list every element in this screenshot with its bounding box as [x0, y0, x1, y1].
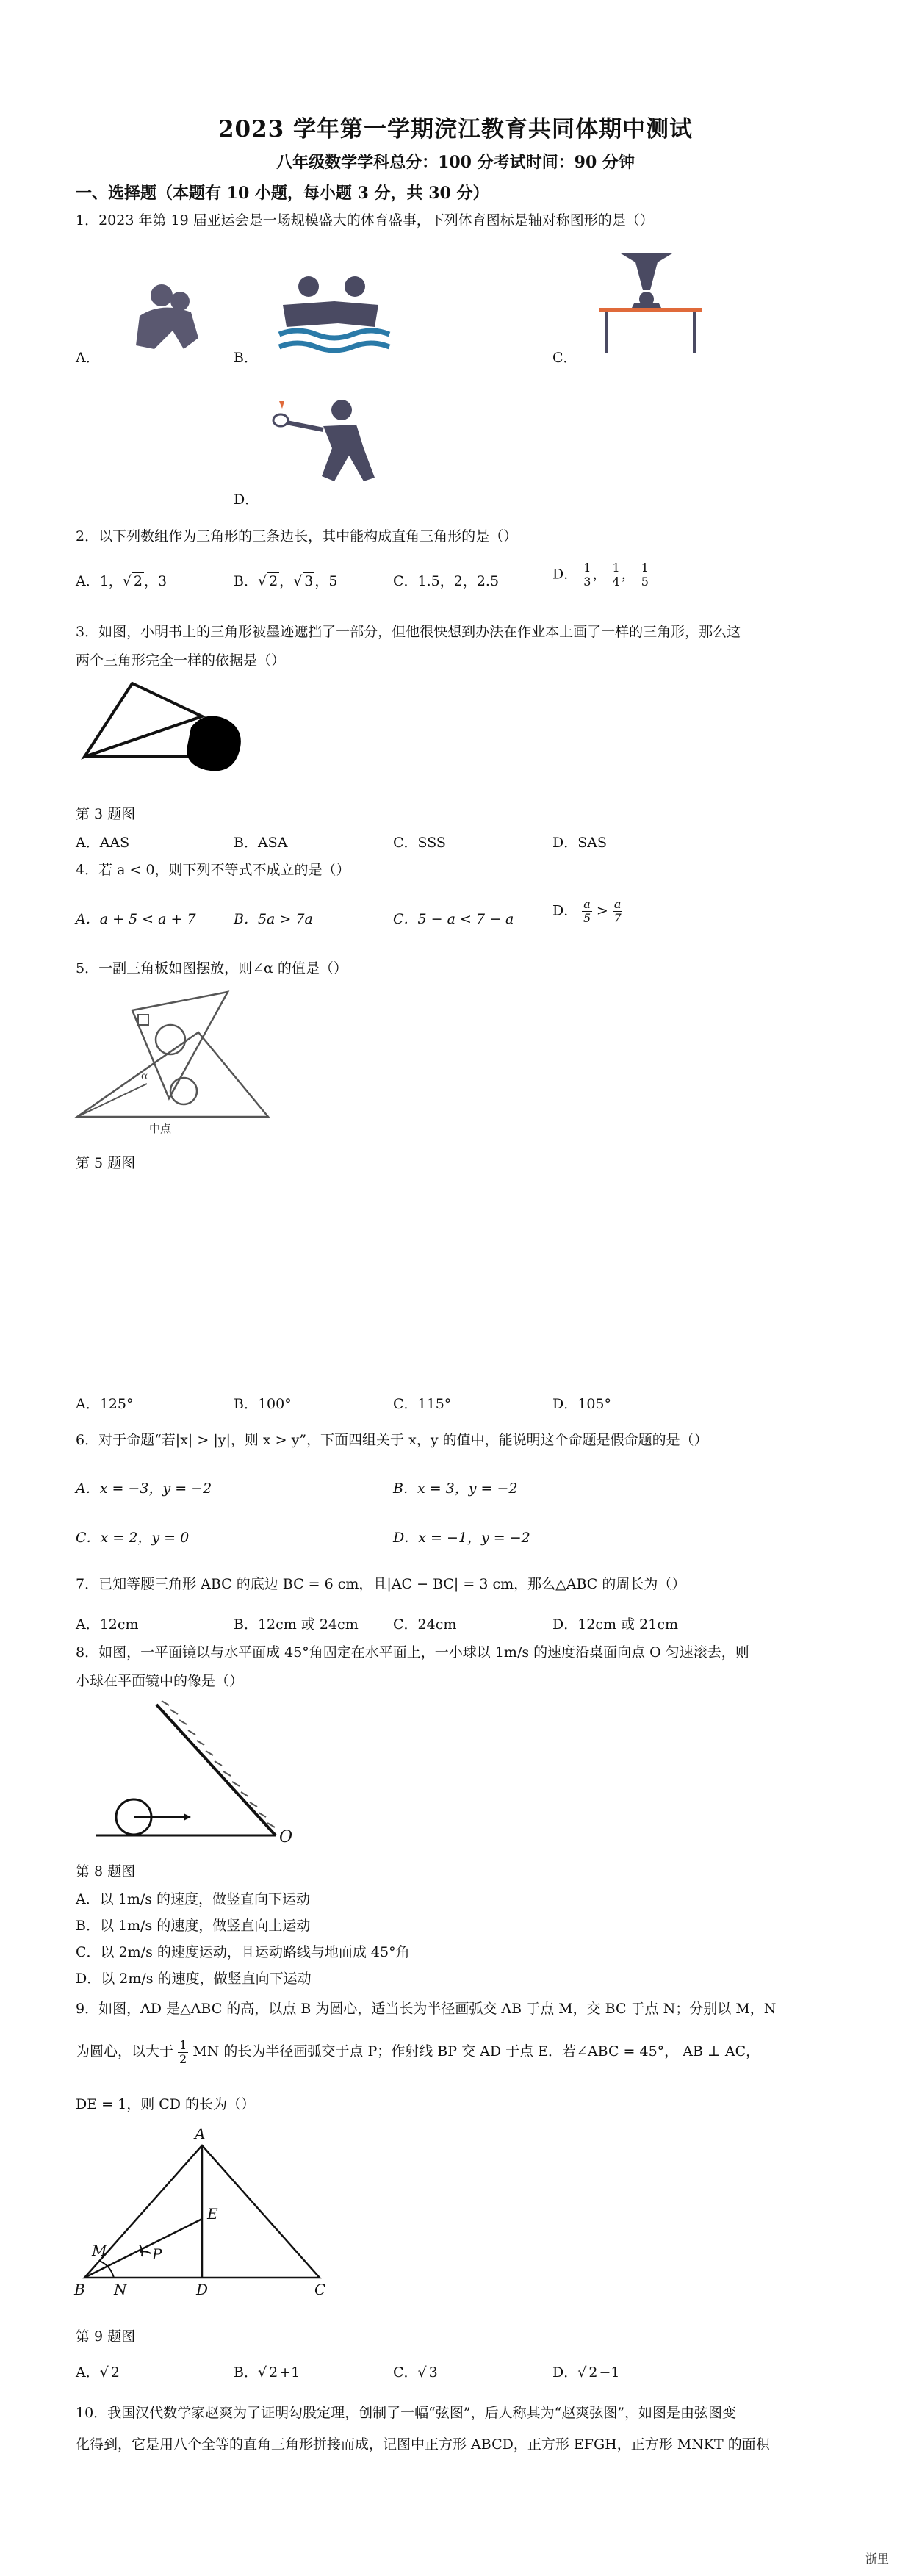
question-6-text: 6．对于命题“若|x| > |y|，则 x > y”，下面四组关于 x，y 的值中，能说明这个命题是假命题的是（）	[76, 1432, 708, 1448]
q9-label-d: D	[196, 2281, 209, 2298]
q9-option-a: A．√ 2	[76, 2364, 120, 2381]
q4-option-c: C．5 − a < 7 − a	[393, 911, 514, 927]
question-3-line2: 两个三角形完全一样的依据是（）	[76, 652, 286, 669]
q1-option-c: C．	[552, 350, 577, 366]
q8-option-d: D．以 2m/s 的速度，做竖直向下运动	[76, 1971, 312, 1987]
question-5-text: 5．一副三角板如图摆放，则∠α 的值是（）	[76, 960, 348, 976]
question-8-line2: 小球在平面镜中的像是（）	[76, 1673, 244, 1689]
q9-label-m: M	[92, 2242, 107, 2259]
q8-option-c: C．以 2m/s 的速度运动，且运动路线与地面成 45°角	[76, 1944, 410, 1960]
q5-set-squares-figure	[73, 988, 279, 1135]
q9-label-p: P	[152, 2245, 162, 2263]
section-heading: 一、选择题（本题有 10 小题，每小题 3 分，共 30 分）	[76, 184, 489, 203]
q6-option-b: B．x = 3，y = −2	[393, 1481, 518, 1497]
q3-option-a: A．AAS	[76, 835, 130, 851]
q7-option-c: C．24cm	[393, 1616, 457, 1633]
question-10-line1: 10．我国汉代数学家赵爽为了证明勾股定理，创制了一幅“弦图”，后人称其为“赵爽弦图”，如图是由弦图变	[76, 2405, 737, 2421]
q1-option-b: B．	[234, 350, 258, 366]
question-9-line2: 为圆心，以大于 $\frac{1}{2}$ MN 的长为半径画弧交于点 P；作射线 BP 交 AD 于点 E．若∠ABC = 45°， AB ⊥ AC，	[76, 2037, 760, 2066]
q6-option-a: A．x = −3，y = −2	[76, 1481, 212, 1497]
q2-option-c: C．1.5，2，2.5	[393, 573, 500, 589]
q9-label-b: B	[74, 2281, 85, 2298]
q5-alpha-label: α	[141, 1071, 148, 1082]
q4-option-a: A．a + 5 < a + 7	[76, 911, 196, 927]
page-footer: 浙里	[865, 2552, 889, 2566]
q8-point-o-label: O	[279, 1828, 293, 1846]
q9-label-a: A	[195, 2125, 206, 2143]
q5-midpoint-label: 中点	[149, 1123, 172, 1135]
q8-option-a: A．以 1m/s 的速度，做竖直向下运动	[76, 1891, 311, 1907]
q5-option-d: D．105°	[552, 1396, 611, 1412]
q7-option-d: D．12cm 或 21cm	[552, 1616, 678, 1633]
q9-label-n: N	[114, 2281, 127, 2298]
q3-option-c: C．SSS	[393, 835, 446, 851]
q1-option-a: A．	[76, 350, 100, 366]
q8-caption: 第 8 题图	[76, 1863, 136, 1879]
q3-triangle-figure	[81, 676, 257, 779]
q4-option-d: D． $\frac{a}{5}$ > $\frac{a}{7}$	[552, 897, 622, 925]
q9-label-c: C	[314, 2281, 326, 2298]
question-4-text: 4．若 a < 0，则下列不等式不成立的是（）	[76, 862, 350, 878]
question-9-line1: 9．如图，AD 是△ABC 的高，以点 B 为圆心，适当长为半径画弧交 AB 于点 M，交 BC 于点 N；分别以 M，N	[76, 2001, 777, 2017]
q5-caption: 第 5 题图	[76, 1155, 136, 1171]
question-10-line2: 化得到，它是用八个全等的直角三角形拼接而成，记图中正方形 ABCD，正方形 EFGH，正方形 MNKT 的面积	[76, 2436, 770, 2453]
question-1-text: 1．2023 年第 19 届亚运会是一场规模盛大的体育盛事，下列体育图标是轴对称图形的是（）	[76, 212, 654, 229]
q9-label-e: E	[207, 2205, 218, 2223]
question-8-line1: 8．如图，一平面镜以与水平面成 45°角固定在水平面上，一小球以 1m/s 的速度沿桌面向点 O 匀速滚去，则	[76, 1644, 749, 1661]
q1-option-d: D．	[234, 492, 259, 508]
q5-option-b: B．100°	[234, 1396, 292, 1412]
q9-caption: 第 9 题图	[76, 2328, 136, 2345]
question-9-line3: DE = 1，则 CD 的长为（）	[76, 2096, 256, 2112]
q7-option-b: B．12cm 或 24cm	[234, 1616, 359, 1633]
badminton-icon	[264, 397, 393, 489]
q4-option-b: B．5a > 7a	[234, 911, 313, 927]
q6-option-d: D．x = −1，y = −2	[393, 1530, 530, 1546]
q3-caption: 第 3 题图	[76, 806, 136, 822]
page-subtitle: 八年级数学学科总分：100 分考试时间：90 分钟	[276, 153, 635, 172]
q6-option-c: C．x = 2，y = 0	[76, 1530, 190, 1546]
q3-option-d: D．SAS	[552, 835, 607, 851]
q9-triangle-figure	[70, 2127, 334, 2307]
page-title: 2023 学年第一学期浣江教育共同体期中测试	[217, 116, 694, 143]
q9-option-c: C．√ 3	[393, 2364, 438, 2381]
q8-option-b: B．以 1m/s 的速度，做竖直向上运动	[76, 1918, 311, 1934]
wrestling-icon	[110, 279, 220, 360]
question-7-text: 7．已知等腰三角形 ABC 的底边 BC = 6 cm，且|AC − BC| = 3 cm，那么△ABC 的周长为（）	[76, 1576, 686, 1592]
q5-option-a: A．125°	[76, 1396, 134, 1412]
q2-option-d: D． $\frac{1}{3}$ ， $\frac{1}{4}$ ， $\frac{1}{5}$	[552, 561, 649, 589]
q3-option-b: B．ASA	[234, 835, 288, 851]
q5-option-c: C．115°	[393, 1396, 452, 1412]
q7-option-a: A．12cm	[76, 1616, 139, 1633]
q2-option-b: B．√ 2 ，√ 3 ，5	[234, 573, 338, 589]
handstand-icon	[591, 246, 705, 356]
q9-option-d: D．√ 2 −1	[552, 2364, 620, 2381]
q8-mirror-figure	[96, 1701, 301, 1848]
water-polo-icon	[268, 272, 397, 360]
question-3-line1: 3．如图，小明书上的三角形被墨迹遮挡了一部分，但他很快想到办法在作业本上画了一样的三角形，那么这	[76, 624, 741, 640]
q9-option-b: B．√ 2 +1	[234, 2364, 300, 2381]
question-2-text: 2．以下列数组作为三角形的三条边长，其中能构成直角三角形的是（）	[76, 528, 518, 544]
q2-option-a: A．1，√ 2 ，3	[76, 573, 168, 589]
